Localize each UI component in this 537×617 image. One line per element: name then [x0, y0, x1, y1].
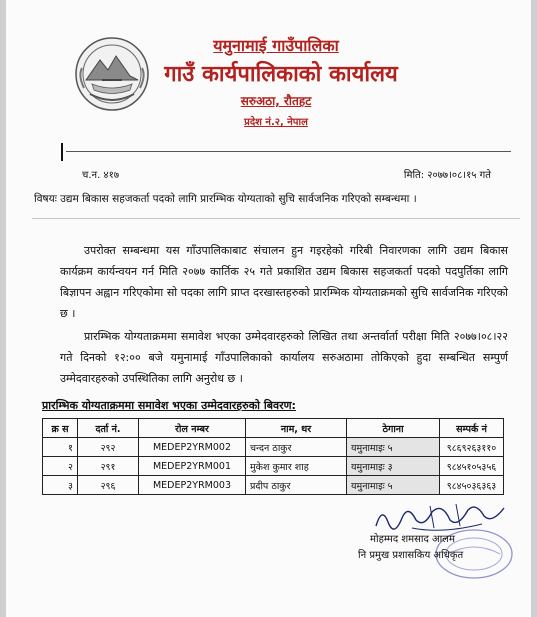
address-cell: यमुनामाइः ३ — [347, 457, 440, 476]
candidate-table-title: प्रारम्भिक योग्यताक्रममा समावेश भएका उम्मेदवारहरुको बिवरण: — [42, 399, 296, 412]
column-header: सम्पर्क नं — [440, 419, 504, 438]
roll-number-cell: MEDEP2YRM001 — [139, 457, 246, 476]
serial-cell: १ — [43, 438, 78, 457]
table-header-row — [43, 419, 504, 438]
candidate-table — [42, 418, 504, 495]
column-header: रोल नम्बर — [139, 419, 246, 438]
column-header: दर्ता नं. — [78, 419, 139, 438]
registration-cell: २९६ — [78, 476, 139, 495]
office-location: सरुअठा, रौतहट — [240, 94, 312, 108]
letter-body — [60, 240, 508, 391]
serial-cell: २ — [43, 457, 78, 476]
table-row — [43, 457, 504, 476]
letter-page — [6, 0, 531, 617]
registration-cell: २९२ — [78, 438, 139, 457]
phone-cell: ९८४५१०५३५६ — [440, 457, 504, 476]
roll-number-cell: MEDEP2YRM002 — [139, 438, 246, 457]
name-cell: प्रदीप ठाकुर — [246, 476, 347, 495]
reference-number: च.न. ४१७ — [82, 170, 120, 181]
signatory-name: मोहम्मद शमसाद आलम — [370, 534, 455, 545]
right-frame — [531, 0, 537, 617]
header-divider — [66, 151, 511, 152]
text-cursor — [61, 143, 63, 161]
letter-date: मिति: २०७७।०८।१५ गते — [403, 170, 491, 181]
office-name: गाउँ कार्यपालिकाको कार्यालय — [164, 62, 398, 87]
province-line: प्रदेश नं.२, नेपाल — [244, 117, 308, 128]
address-cell: यमुनामाइः ५ — [347, 438, 440, 457]
column-header: क्र स — [43, 419, 78, 438]
body-paragraph-1: उपरोक्त सम्बन्धमा यस गाँउपालिकाबाट संचालन हुन गइरहेको गरिबी निवारणका लागि उद्यम बिकास कार्यक्रम कार्यन्वयन गर्न मिति २०७७ कार्तिक २५ गते प्रकाशित उद्यम बिकास सहजकर्ता पदको पदपुर्तिका लागि बिज्ञापन अह्वान गरिएकोमा सो पदका लागि प्राप्त दरखास्तहरुको प्रारम्भिक योग्यताक्रमको सुचि सार्वजनिक गरिएको छ । — [60, 244, 508, 320]
nepal-emblem-icon — [72, 34, 152, 114]
subject-divider — [32, 218, 520, 219]
name-cell: चन्दन ठाकुर — [246, 438, 347, 457]
registration-cell: २९१ — [78, 457, 139, 476]
column-header: ठेगाना — [347, 419, 440, 438]
serial-cell: ३ — [43, 476, 78, 495]
phone-cell: ९८६९२६३११० — [440, 438, 504, 457]
table-row — [43, 438, 504, 457]
roll-number-cell: MEDEP2YRM003 — [139, 476, 246, 495]
municipality-name: यमुनामाई गाउँपालिका — [213, 36, 339, 55]
phone-cell: ९८४५०३६३६३ — [440, 476, 504, 495]
subject-line: विषयः उद्यम बिकास सहजकर्ता पदको लागि प्रारम्भिक योग्यताको सुचि सार्वजनिक गरिएको सम्बन्धमा । — [34, 193, 417, 205]
signatory-title: नि प्रमुख प्रशासकिय अधिकृत — [358, 550, 464, 561]
body-paragraph-2: प्रारम्भिक योग्यताक्रममा समावेश भएका उम्मेदवारहरुको लिखित तथा अन्तर्वार्ता परीक्षा मिति २०७७।०८।२२ गते दिनको १२:०० बजे यमुनामाई गाँउपालिकाको कार्यालय सरुअठामा तोकिएको हुदा सम्बन्धित सम्पुर्ण उम्मेदवारहरुको उपस्थितिका लागि अनुरोध छ । — [60, 330, 508, 385]
table-row — [43, 476, 504, 495]
column-header: नाम, थर — [246, 419, 347, 438]
address-cell: यमुनामाइः ५ — [347, 476, 440, 495]
name-cell: मुकेश कुमार शाह — [246, 457, 347, 476]
